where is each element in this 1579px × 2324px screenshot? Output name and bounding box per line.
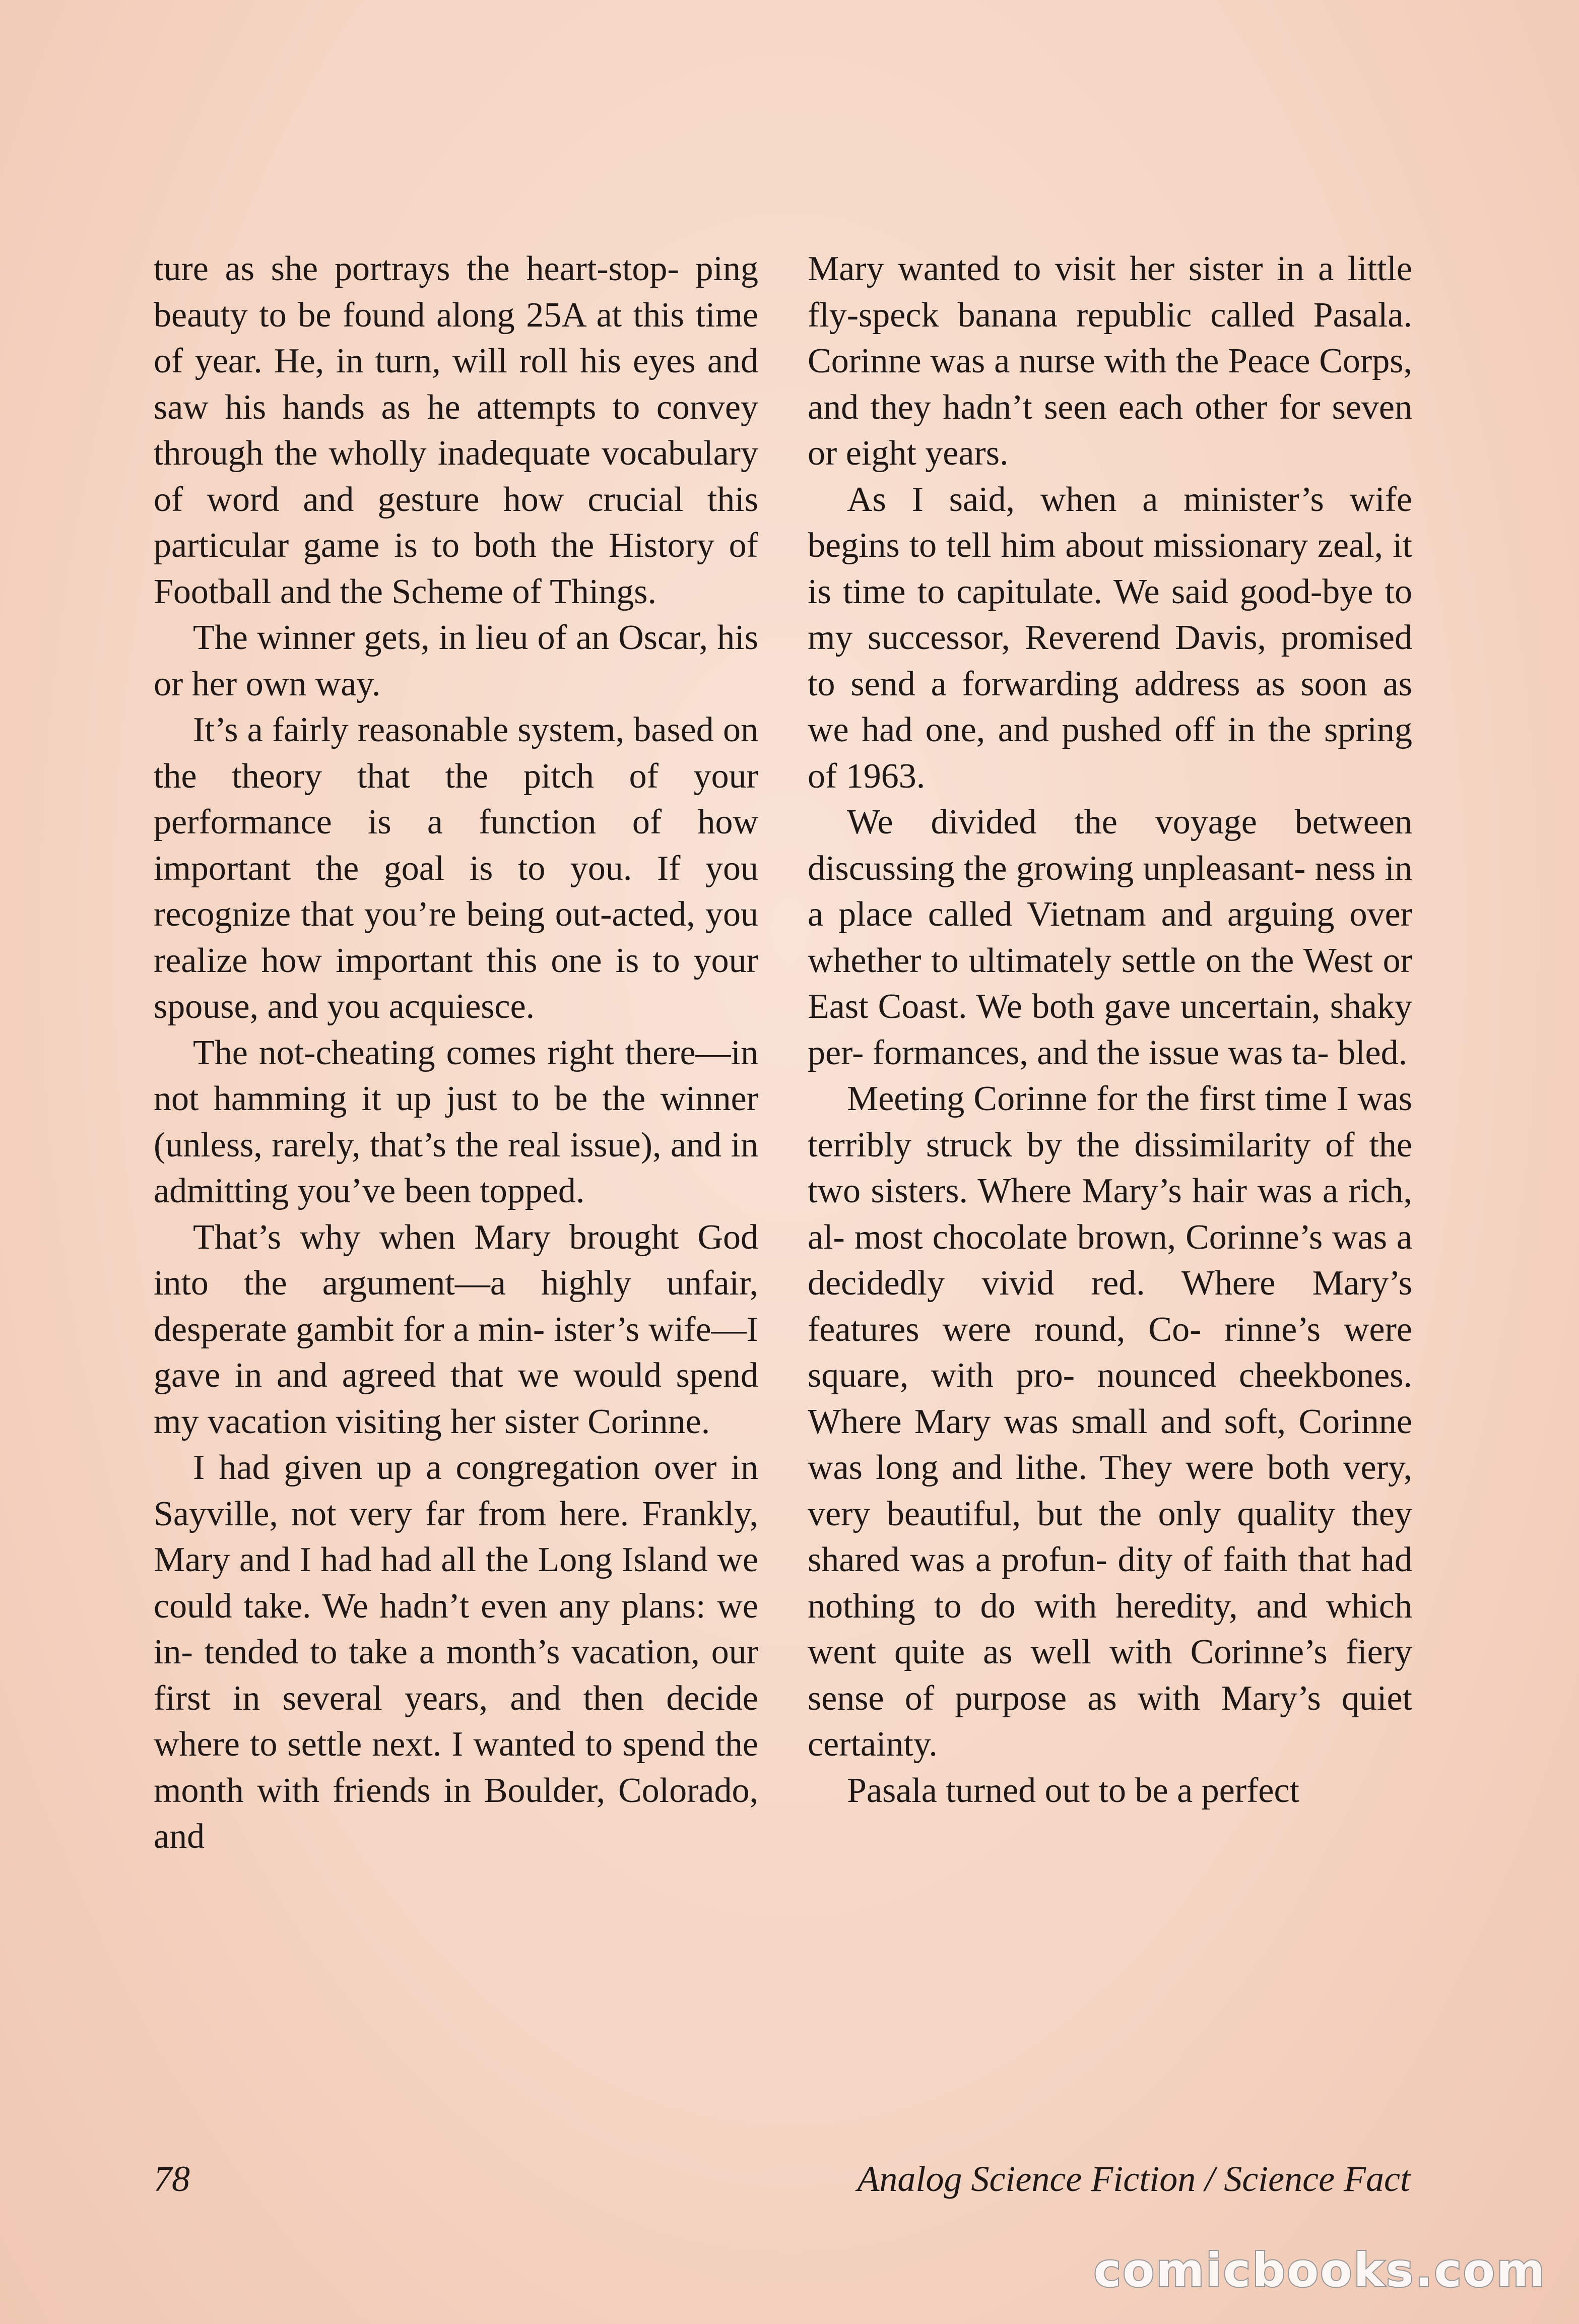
page-number: 78 <box>154 2159 190 2199</box>
paragraph: The winner gets, in lieu of an Oscar, his or her own way. <box>154 618 758 703</box>
paragraph: Meeting Corinne for the first time I was terribly struck by the dissimilarity of the two sisters. Where Mary’s hair was a rich, al- most chocolate brown, Corinne’s was a decidedly vivid red. Where Mary’s features were round, Co- rinne’s were square, with pro- nounced cheekbones. Where Mary was small and soft, Corinne was long and lithe. They were both very, very beautiful, but the only quality they shared was a profun- dity of faith that had nothing to do with heredity, and which went quite as well with Corinne’s fiery sense of purpose as with Mary’s quiet certainty. <box>808 1079 1412 1764</box>
paragraph: That’s why when Mary brought God into the argument—a highly unfair, desperate gambit for a min- ister’s wife—I gave in and agreed that we would spend my vacation visiting her sister Corinne. <box>154 1217 758 1441</box>
paragraph: The not-cheating comes right there—in not hamming it up just to be the winner (unless, rarely, that’s the real issue), and in admitting you’ve been topped. <box>154 1033 758 1210</box>
left-column <box>154 246 758 1860</box>
paragraph: ture as she portrays the heart-stop- ping beauty to be found along 25A at this time of year. He, in turn, will roll his eyes and saw his hands as he attempts to convey through the wholly inadequate vocabulary of word and gesture how crucial this particular game is to both the History of Football and the Scheme of Things. <box>154 249 758 611</box>
paragraph: We divided the voyage between discussing the growing unpleasant- ness in a place called Vietnam and arguing over whether to ultimately settle on the West or East Coast. We both gave uncertain, shaky per- formances, and the issue was ta- bled. <box>808 803 1412 1072</box>
paragraph: As I said, when a minister’s wife begins to tell him about missionary zeal, it is time to capitulate. We said good-bye to my successor, Reverend Davis, promised to send a forwarding address as soon as we had one, and pushed off in the spring of 1963. <box>808 480 1412 796</box>
paragraph: Mary wanted to visit her sister in a little fly-speck banana republic called Pasala. Corinne was a nurse with the Peace Corps, and they hadn’t seen each other for seven or eight years. <box>808 249 1412 473</box>
right-column <box>808 246 1412 1814</box>
watermark: comicbooks.com <box>1093 2243 1546 2297</box>
paragraph: It’s a fairly reasonable system, based on the theory that the pitch of your performance is a function of how important the goal is to you. If you recognize that you’re being out-acted, you realize how important this one is to your spouse, and you acquiesce. <box>154 711 758 1026</box>
paragraph: I had given up a congregation over in Sayville, not very far from here. Frankly, Mary and I had had all the Long Island we could take. We hadn’t even any plans: we in- tended to take a month’s vacation, our first in several years, and then decide where to settle next. I wanted to spend the month with friends in Boulder, Colorado, and <box>154 1448 758 1856</box>
paragraph: Pasala turned out to be a perfect <box>847 1771 1299 1810</box>
running-footer-title: Analog Science Fiction / Science Fact <box>857 2159 1410 2199</box>
